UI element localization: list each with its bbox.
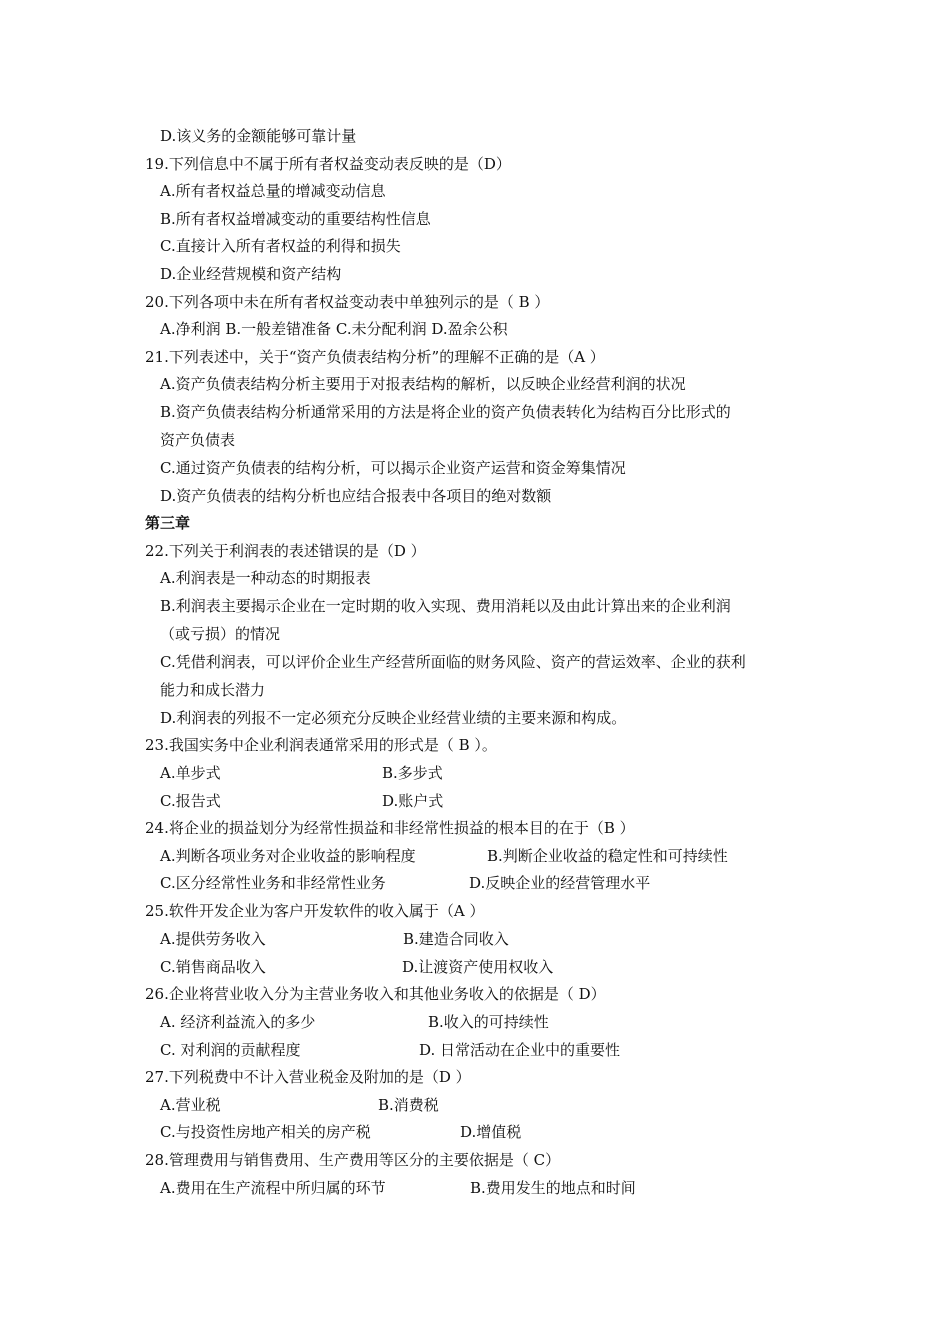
option-line: A.费用在生产流程中所归属的环节 xyxy=(160,1179,386,1197)
option-line: A.所有者权益总量的增减变动信息 xyxy=(160,182,386,200)
option-line: D.增值税 xyxy=(460,1123,522,1141)
option-line: D. 日常活动在企业中的重要性 xyxy=(419,1041,621,1059)
option-line: D.账户式 xyxy=(382,792,444,810)
question-line: 20.下列各项中未在所有者权益变动表中单独列示的是（ B ） xyxy=(145,293,550,311)
option-line: 资产负债表 xyxy=(160,431,236,449)
option-line: B.费用发生的地点和时间 xyxy=(470,1179,636,1197)
option-line: C.报告式 xyxy=(160,792,221,810)
option-line: A.资产负债表结构分析主要用于对报表结构的解析，以反映企业经营利润的状况 xyxy=(160,375,686,393)
option-line: A.提供劳务收入 xyxy=(160,930,266,948)
question-line: 25.软件开发企业为客户开发软件的收入属于（A ） xyxy=(145,902,485,920)
option-line: B.资产负债表结构分析通常采用的方法是将企业的资产负债表转化为结构百分比形式的 xyxy=(160,403,731,421)
option-line: B.收入的可持续性 xyxy=(428,1013,549,1031)
option-line: D.让渡资产使用权收入 xyxy=(402,958,554,976)
option-line: D.利润表的列报不一定必须充分反映企业经营业绩的主要来源和构成。 xyxy=(160,709,627,727)
option-line: B.消费税 xyxy=(378,1096,439,1114)
option-line: A. 经济利益流入的多少 xyxy=(160,1013,316,1031)
option-line: D.该义务的金额能够可靠计量 xyxy=(160,127,357,145)
question-line: 21.下列表述中，关于“资产负债表结构分析”的理解不正确的是（A ） xyxy=(145,348,605,366)
question-line: 26.企业将营业收入分为主营业务收入和其他业务收入的依据是（ D） xyxy=(145,985,606,1003)
option-line: D.企业经营规模和资产结构 xyxy=(160,265,342,283)
option-line: B.建造合同收入 xyxy=(403,930,509,948)
option-line: B.所有者权益增减变动的重要结构性信息 xyxy=(160,210,431,228)
option-line: B.多步式 xyxy=(382,764,443,782)
option-line: C.直接计入所有者权益的利得和损失 xyxy=(160,237,401,255)
option-line: B.利润表主要揭示企业在一定时期的收入实现、费用消耗以及由此计算出来的企业利润 xyxy=(160,597,731,615)
option-line: C. 对利润的贡献程度 xyxy=(160,1041,301,1059)
option-line: D.资产负债表的结构分析也应结合报表中各项目的绝对数额 xyxy=(160,487,552,505)
option-line: A.判断各项业务对企业收益的影响程度 xyxy=(160,847,416,865)
question-line: 24.将企业的损益划分为经常性损益和非经常性损益的根本目的在于（B ） xyxy=(145,819,635,837)
option-line: D.反映企业的经营管理水平 xyxy=(469,874,651,892)
question-line: 23.我国实务中企业利润表通常采用的形式是（ B ）。 xyxy=(145,736,497,754)
option-line: C.通过资产负债表的结构分析，可以揭示企业资产运营和资金筹集情况 xyxy=(160,459,626,477)
option-line: B.判断企业收益的稳定性和可持续性 xyxy=(487,847,728,865)
question-line: 19.下列信息中不属于所有者权益变动表反映的是（D） xyxy=(145,155,511,173)
option-line: C.区分经常性业务和非经常性业务 xyxy=(160,874,386,892)
option-line: C.凭借利润表，可以评价企业生产经营所面临的财务风险、资产的营运效率、企业的获利 xyxy=(160,653,746,671)
question-line: 27.下列税费中不计入营业税金及附加的是（D ） xyxy=(145,1068,471,1086)
chapter-heading: 第三章 xyxy=(145,514,191,532)
option-line: （或亏损）的情况 xyxy=(160,625,281,643)
question-line: 28.管理费用与销售费用、生产费用等区分的主要依据是（ C） xyxy=(145,1151,561,1169)
option-line: C.与投资性房地产相关的房产税 xyxy=(160,1123,371,1141)
option-line: A.利润表是一种动态的时期报表 xyxy=(160,569,371,587)
option-line: C.销售商品收入 xyxy=(160,958,266,976)
question-line: 22.下列关于利润表的表述错误的是（D ） xyxy=(145,542,426,560)
option-line: 能力和成长潜力 xyxy=(160,681,266,699)
option-line: A.净利润 B.一般差错准备 C.未分配利润 D.盈余公积 xyxy=(160,320,508,338)
option-line: A.单步式 xyxy=(160,764,221,782)
option-line: A.营业税 xyxy=(160,1096,221,1114)
